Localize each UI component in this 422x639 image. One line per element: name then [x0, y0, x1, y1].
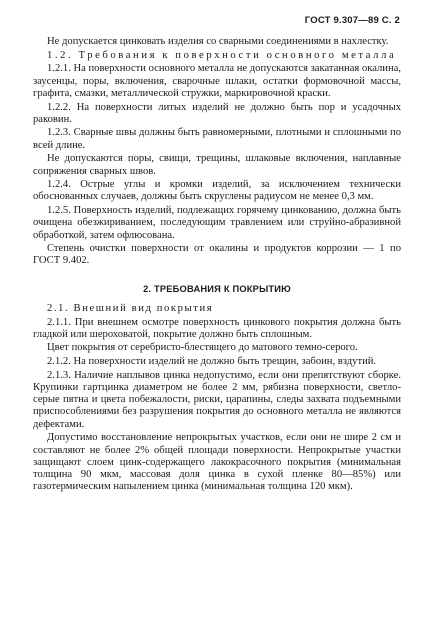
section-title: 2. ТРЕБОВАНИЯ К ПОКРЫТИЮ: [143, 283, 291, 294]
paragraph: 2.1. Внешний вид покрытия: [47, 302, 214, 314]
paragraph: 1.2.4. Острые углы и кромки изделий, за исключением технически обоснованных случаев, должны быть скруглены радиусом не менее 0,3 мм.: [33, 179, 401, 203]
section-2-text: [33, 303, 401, 494]
paragraph: Цвет покрытия от серебристо-блестящего до матового темно-серого.: [47, 342, 358, 354]
paragraph: Степень очистки поверхности от окалины и продуктов коррозии — 1 по ГОСТ 9.402.: [33, 243, 401, 267]
document-body: [33, 36, 401, 495]
paragraph: Не допускается цинковать изделия со сварными соединениями в нахлестку.: [47, 36, 389, 47]
paragraph: 1.2.5. Поверхность изделий, подлежащих горячему цинкованию, должна быть очищена обезжириванием, последующим травлением или струйно-абразивной обработкой, затем офлюсована.: [33, 205, 401, 241]
paragraph: 2.1.2. На поверхности изделий не должно быть трещин, забоин, вздутий.: [47, 356, 377, 368]
paragraph: 1.2. Требования к поверхности основного металла: [47, 49, 397, 61]
paragraph: 1.2.2. На поверхности литых изделий не должно быть пор и усадочных раковин.: [33, 101, 401, 125]
paragraph: Не допускаются поры, свищи, трещины, шлаковые включения, наплавные сопряжения сварных швов.: [33, 153, 401, 177]
paragraph: 1.2.1. На поверхности основного металла не допускаются закатанная окалина, заусенцы, поры, включения, сварочные шлаки, остатки формовочной массы, графита, смазки, металлической стружки, маркировочной краски.: [33, 63, 401, 99]
paragraph: Допустимо восстановление непрокрытых участков, если они не шире 2 см и составляют не более 2% общей площади поверхности. Непрокрытые участки защищают слоем цинк-содержащего лакокрасочного покрытия (минимальная толщина 90 мкм, массовая доля цинка в сухой пленке 80—85%) или газотермическим напылением цинка (минимальная толщина 120 мкм).: [33, 432, 401, 493]
paragraph: 1.2.3. Сварные швы должны быть равномерными, плотными и сплошными по всей длине.: [33, 127, 401, 151]
page-header: ГОСТ 9.307—89 С. 2: [304, 15, 400, 26]
paragraph: 2.1.1. При внешнем осмотре поверхность цинкового покрытия должна быть гладкой или шероховатой, покрытие должно быть сплошным.: [33, 316, 401, 340]
paragraph: 2.1.3. Наличие наплывов цинка недопустимо, если они препятствуют сборке. Крупинки гартцинка диаметром не более 2 мм, рябизна поверхности, светло-серые пятна и цвета побежалости, риски, царапины, следы захвата подъемными приспособлениями без разрушения покрытия до основного металла не являются дефектами.: [33, 369, 401, 430]
section-1-2-text: [33, 36, 401, 268]
